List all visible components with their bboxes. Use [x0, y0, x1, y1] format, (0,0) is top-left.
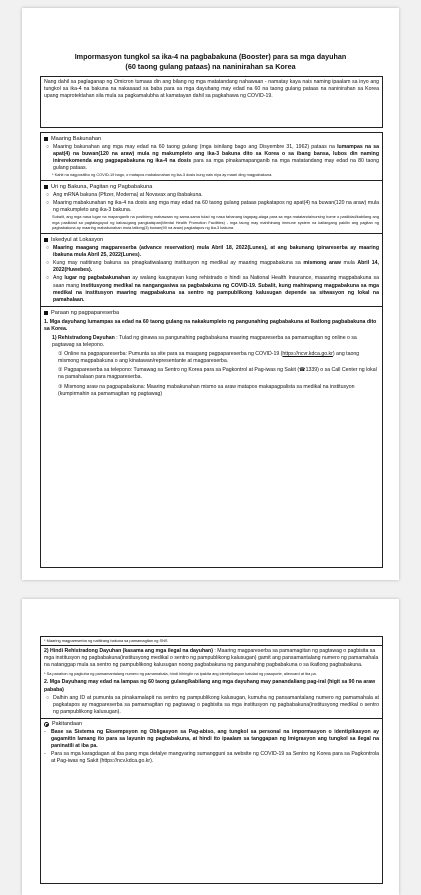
circle-bullet-icon: ○ — [45, 200, 50, 207]
dash-bullet-icon: - — [44, 751, 46, 758]
circle-bullet-icon: ○ — [45, 275, 50, 282]
list-item: ○ Ang mRNA bakuna (Pfizer, Moderna) at Novavax ang ibabakuna. — [45, 191, 203, 198]
section-schedule — [41, 234, 382, 307]
list-item: ○ Kung may natitirang bakuna sa pinagkatiwalaang institusyon ng medikal ay maaring magpabakuna sa mismong araw mula Abril 14, 2022(Huwebes). — [45, 260, 379, 274]
subheading: 1. Mga dayuhang lumampas sa edad na 60 taong gulang na nakakumpleto ng pangunahing pagbabakuna at Ikatlong pagbabakuna dito sa Korea. — [44, 318, 377, 332]
circled-dot-icon — [44, 722, 49, 727]
sns-note: * Maaring magpareserba ng natitirang bakuna sa pamamagitan ng SNS — [41, 637, 382, 646]
footnote: * Kahit na nagpositibo ng COVID-19 bago, o matapos mabakunahan ng ika-3 dosis kung nais niya ay maari ding magpabakuna. — [52, 172, 273, 178]
section-heading: Uri ng Bakuna, Pagitan ng Pagbabakuna — [44, 183, 379, 191]
circle-bullet-icon: ○ — [45, 245, 50, 252]
document-title — [22, 52, 399, 72]
section-heading: Iskedyul at Lokasyon — [44, 236, 379, 244]
option-telephone: ② Pagpapareserba sa telepono: Tumawag sa Sentro ng Korea para sa Pagkontrol at Pag-iwas ng Sakit (☎1339) o sa Call Center ng lokal na pamahalaan para magpareserba. — [58, 367, 377, 381]
option-online: ① Online na pagpapareserba: Pumunta sa site para sa maagang pagpapareserba ng COVID-19 (https://ncvr.kdca.go.kr) ang taong mismong magpabakuna o ang kinatawan/representante at magpareserba. — [58, 351, 360, 365]
circle-bullet-icon: ○ — [45, 694, 50, 701]
section-vaccine — [41, 181, 382, 234]
intro-text: Nang dahil sa paglaganap ng Omicron tumaas din ang bilang ng mga matatandang nahawaan - namatay kaya nais naming ipaalam sa inyo ang tungkol sa ika-4 na bakuna na nakasaad sa baba para sa mga dayuhang may edad na 60 na taong gulang pataas na naninirahan sa Korea upang maprotektahan sila mula sa pagkamalubha at kamatayan dahil sa pagkahawa ng COVID-19. — [44, 79, 379, 100]
numbered-item: 2) Hindi Rehistradong Dayuhan (kasama ang mga ilegal na dayuhan) : Maaring magpareserba sa pamamagitan ng pagtawag o pagbisita sa mga institusyon ng pagbabakuna(institusyong medikal o sentro ng pampublikong kalusugan) gamit ang pansamantalang numero ng pamamahala na natanggap mula sa sentro ng pampublikong kalusugan noong pagbabakuna ng pangunahing pagbabakuna o sa ikatlong pagbabakuna. — [44, 647, 379, 668]
intro-box — [40, 76, 383, 128]
square-bullet-icon — [44, 311, 48, 315]
square-bullet-icon — [44, 137, 48, 141]
title-line-1: Impormasyon tungkol sa ika-4 na pagbabakuna (Booster) para sa mga dayuhan — [74, 52, 347, 61]
section-heading: Paraan ng pagpapareserba — [44, 309, 379, 317]
dash-bullet-icon: - — [44, 728, 46, 735]
numbered-item: 1) Rehistradong Dayuhan : Tulad ng ginawa sa pangunahing pagbabakuna maaring magpareserba sa pamamagitan ng online o sa pagtawag sa telepono. — [52, 334, 357, 349]
sections-box — [40, 132, 383, 568]
square-bullet-icon — [44, 238, 48, 242]
notice-heading: Pakitandaan — [44, 721, 379, 728]
list-item: - Base sa Sistema ng Eksempsyon ng Obligasyon sa Pag-abiso, ang tungkol sa personal na impormasyon o identipikasyon ay gagamitin lamang ito para sa layunin ng pagbabakuna, at hindi ito ipaalam sa tanggapan ng Imigrasyon ang tungkol sa ilegal na paninatili at iba pa. — [44, 728, 379, 750]
list-item: ○ Dalhin ang ID at pumunta sa pinakamalapit na sentro ng pampublikong kalusugan, kumuha ng pansamantalang numero ng pamamahala at pagkatapos ay magpareserba sa pamamagitan ng pagtawag o pagbisita sa mga institusyon ng pagbabakuna(institusyong medikal o sentro ng pampublikong kalusugan). — [45, 694, 379, 715]
footnote: * Sa panahon ng pagkuha ng pansamantalang numero ng pamamahala, hindi hihingiin na ipakita ang identipikasyon katulad ng pasaporte, aliencard at iba pa. — [44, 670, 317, 676]
circle-bullet-icon: ○ — [45, 144, 50, 150]
document-page-2 — [22, 599, 399, 895]
list-item: ○ Ang lugar ng pagbabakunahan ay walang kaugnayan kung rehistrado o hindi sa National Health Insurance, maaaring magpabakuna sa saan mang institusyong medikal na nangangasiwa sa pagbabakuna ng COVID-19. Subalit, kung mahirapang magpabakuna sa mga medikal na institusyon maaring magpabakuna sa sentro ng pampublikong kalusugan depende sa sitwasyon ng lokal na pamahalaan. — [45, 275, 379, 303]
reservation-link[interactable]: https://ncvr.kdca.go.kr — [282, 351, 333, 358]
list-item: ○ Maaring bakunahan ang mga may edad na 60 taong gulang (mga isinilang bago ang Disyembre 31, 1962) pataas na lumampas na sa apat(4) na buwan(120 na araw) mula ng makumpleto ang ika-3 bakuna dito sa Korea o sa ibang bansa, lubos din naming inirerekomenda ang pagpapabakuna ng ika-4 na dosis para sa mga pinakamapanganib na mga matatandang may edad na 80 taong gulang pataas. — [45, 144, 379, 172]
subheading: 2. Mga Dayuhang may edad na lampas ng 60 taong gulang/kabilang ang mga dayuhang may panandaliang pag-iral (higit sa 90 na araw pababa) — [44, 679, 376, 693]
list-item: - Para sa mga karagdagan at iba pang mga detalye mangyaring sumangguni sa website ng COVID-19 sa Sentro ng Korea para sa Pagkontrola at Pag-iwas ng Sakit (https://ncv.kdca.go.kr). — [44, 751, 379, 765]
list-item: ○ Maaring mabakunahan ng ika-4 na dosis ang mga may edad na 60 taong gulang pataas pagkatapos ng apat(4) na buwan(120 na araw) mula ng makumpleto ang ika-3 bakuna. — [45, 200, 379, 214]
title-line-2: (60 taong gulang pataas) na naninirahan sa Korea — [125, 62, 296, 71]
section-target — [41, 133, 382, 181]
section-heading: Maaring Bakunahan — [44, 135, 379, 143]
circle-bullet-icon: ○ — [45, 260, 50, 267]
document-page-1 — [22, 8, 399, 580]
square-bullet-icon — [44, 185, 48, 189]
section-unregistered — [41, 646, 382, 719]
section-notice — [41, 719, 382, 767]
circle-bullet-icon: ○ — [45, 191, 50, 198]
footnote: Subalit, ang mga nasa lugar na mapanganib na posibleng mahawaan ng sama-sama tulad ng nasa tahanang tagapag-alaga para sa mga matatanda/nursing home o pasilidad/kabilang ang mga pasilidad sa pagtataguyod ng kalusugang pangkaisipan(Mental Health Promotion Facilities) - mga taong may mahihinang immune system na kailangang pakilin ang pagitan ng pagbabakuna ay maaring mabakunahan mula tatlong(3) buwan(90 na araw) pagkatapos ng ika-3 bakuna. — [52, 214, 379, 231]
page2-box — [40, 636, 383, 884]
section-method — [41, 307, 382, 400]
option-same-day: ③ Mismong araw na pagpapabakuna: Maaring mabakunahan mismo sa araw matapos makapagpalista sa medikal na institusyon (kumpirmahin sa pamamagitan ng pagtawag) — [58, 383, 355, 397]
list-item: ○ Maaring maagang magpareserba (advance reservation) mula Abril 18, 2022(Lunes), at ang bakunang ipinareserba ay maaring ibakuna mula Abril 25, 2022(Lunes). — [45, 245, 379, 259]
